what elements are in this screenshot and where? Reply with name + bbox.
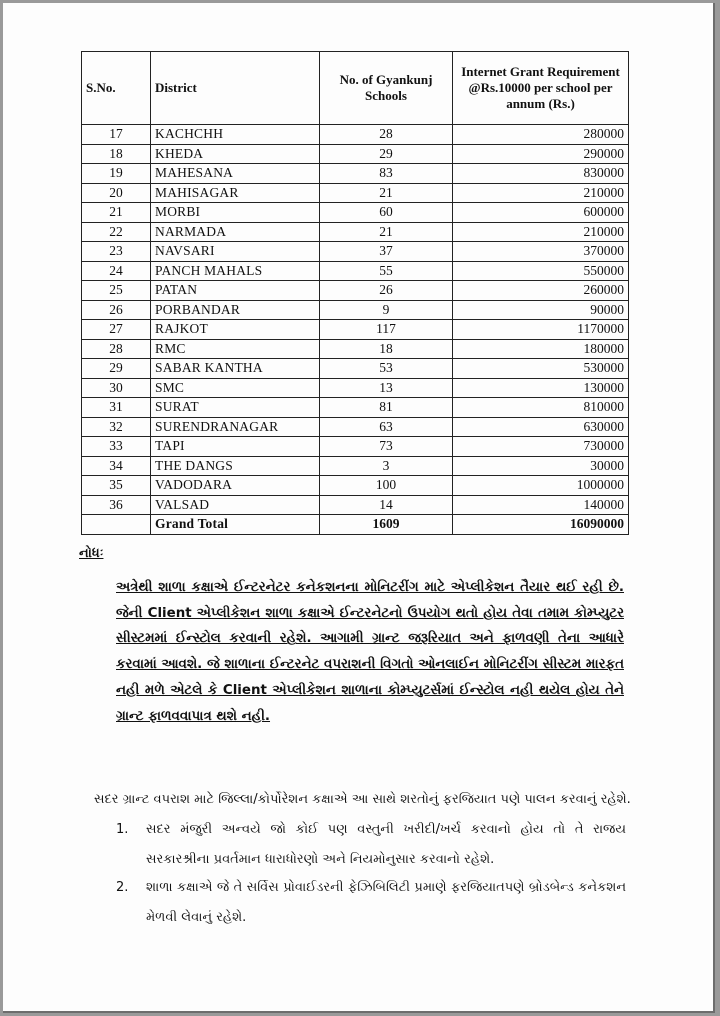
row-district: KHEDA: [151, 144, 320, 164]
row-sno: 26: [82, 300, 151, 320]
row-amount: 810000: [453, 398, 629, 418]
total-schools: 1609: [320, 515, 453, 535]
row-district: MORBI: [151, 203, 320, 223]
table-row: [82, 456, 629, 476]
row-sno: 22: [82, 222, 151, 242]
row-amount: 90000: [453, 300, 629, 320]
row-district: TAPI: [151, 437, 320, 457]
table-row: [82, 281, 629, 301]
row-schools: 14: [320, 495, 453, 515]
row-district: VADODARA: [151, 476, 320, 496]
row-amount: 260000: [453, 281, 629, 301]
row-sno: 23: [82, 242, 151, 262]
row-amount: 210000: [453, 222, 629, 242]
row-schools: 83: [320, 164, 453, 184]
row-district: PATAN: [151, 281, 320, 301]
table-row: [82, 242, 629, 262]
row-sno: 18: [82, 144, 151, 164]
row-schools: 3: [320, 456, 453, 476]
table-row: [82, 300, 629, 320]
row-sno: 21: [82, 203, 151, 223]
row-district: SABAR KANTHA: [151, 359, 320, 379]
table-row: [82, 125, 629, 145]
row-sno: 29: [82, 359, 151, 379]
row-amount: 210000: [453, 183, 629, 203]
row-sno: 31: [82, 398, 151, 418]
row-sno: 24: [82, 261, 151, 281]
list-item-number: 2.: [116, 880, 129, 895]
row-district: MAHESANA: [151, 164, 320, 184]
list-item: [116, 873, 626, 933]
table-row: [82, 164, 629, 184]
list-item-number: 1.: [116, 822, 129, 837]
row-schools: 18: [320, 339, 453, 359]
table-row: [82, 261, 629, 281]
row-schools: 28: [320, 125, 453, 145]
table-row: [82, 320, 629, 340]
row-amount: 830000: [453, 164, 629, 184]
row-district: THE DANGS: [151, 456, 320, 476]
row-amount: 140000: [453, 495, 629, 515]
row-district: RMC: [151, 339, 320, 359]
table-row: [82, 417, 629, 437]
table-row: [82, 203, 629, 223]
row-sno: 25: [82, 281, 151, 301]
table-row: [82, 476, 629, 496]
row-schools: 55: [320, 261, 453, 281]
grand-total-row: [82, 515, 629, 535]
row-district: MAHISAGAR: [151, 183, 320, 203]
row-amount: 130000: [453, 378, 629, 398]
total-sno-cell: [82, 515, 151, 535]
table-row: [82, 222, 629, 242]
row-district: SURENDRANAGAR: [151, 417, 320, 437]
row-sno: 32: [82, 417, 151, 437]
table-row: [82, 398, 629, 418]
row-district: PORBANDAR: [151, 300, 320, 320]
row-schools: 60: [320, 203, 453, 223]
row-schools: 117: [320, 320, 453, 340]
row-sno: 19: [82, 164, 151, 184]
table-header-row: [82, 52, 629, 125]
header-grant: Internet Grant Requirement @Rs.10000 per school per annum (Rs.): [453, 52, 629, 125]
row-district: SMC: [151, 378, 320, 398]
row-schools: 29: [320, 144, 453, 164]
row-amount: 600000: [453, 203, 629, 223]
header-sno: S.No.: [82, 52, 151, 125]
row-schools: 9: [320, 300, 453, 320]
row-district: RAJKOT: [151, 320, 320, 340]
row-sno: 20: [82, 183, 151, 203]
row-amount: 290000: [453, 144, 629, 164]
table-row: [82, 437, 629, 457]
row-sno: 35: [82, 476, 151, 496]
row-district: NARMADA: [151, 222, 320, 242]
row-amount: 280000: [453, 125, 629, 145]
row-district: SURAT: [151, 398, 320, 418]
row-sno: 33: [82, 437, 151, 457]
row-schools: 73: [320, 437, 453, 457]
header-schools: No. of Gyankunj Schools: [320, 52, 453, 125]
row-sno: 34: [82, 456, 151, 476]
note-heading: નોધઃ: [79, 546, 104, 561]
row-sno: 28: [82, 339, 151, 359]
row-sno: 30: [82, 378, 151, 398]
list-item-text: સદર મંજુરી અન્વયે જો કોઈ પણ વસ્તુની ખરીદી/ખર્ચ કરવાનો હોય તો તે રાજય સરકારશ્રીના પ્રવર્તમાન ધારાધોરણો અને નિયમોનુસાર કરવાનો રહેશે.: [146, 822, 626, 867]
total-amount: 16090000: [453, 515, 629, 535]
row-sno: 36: [82, 495, 151, 515]
table-row: [82, 359, 629, 379]
list-item: [116, 815, 626, 875]
header-district: District: [151, 52, 320, 125]
table-row: [82, 144, 629, 164]
row-district: NAVSARI: [151, 242, 320, 262]
list-item-text: શાળા કક્ષાએ જે તે સર્વિસ પ્રોવાઈડરની ફેઝિબિલિટી પ્રમાણે ફરજિયાતપણે બ્રોડબેન્ડ કનેકશન મેળવી લેવાનું રહેશે.: [146, 880, 626, 925]
row-schools: 81: [320, 398, 453, 418]
row-amount: 1000000: [453, 476, 629, 496]
row-amount: 630000: [453, 417, 629, 437]
row-amount: 1170000: [453, 320, 629, 340]
grant-table: [81, 51, 629, 535]
row-schools: 53: [320, 359, 453, 379]
table-row: [82, 183, 629, 203]
row-amount: 550000: [453, 261, 629, 281]
row-amount: 370000: [453, 242, 629, 262]
row-district: KACHCHH: [151, 125, 320, 145]
row-district: VALSAD: [151, 495, 320, 515]
row-schools: 63: [320, 417, 453, 437]
conditions-paragraph: સદર ગ્રાન્ટ વપરાશ માટે જિલ્લા/કોર્પોરેશન કક્ષાએ આ સાથે શરતોનું ફરજિયાત પણે પાલન કરવાનું રહેશે.: [94, 792, 631, 807]
document-page: [3, 3, 715, 1013]
row-sno: 27: [82, 320, 151, 340]
row-amount: 530000: [453, 359, 629, 379]
row-schools: 26: [320, 281, 453, 301]
row-schools: 100: [320, 476, 453, 496]
row-schools: 21: [320, 222, 453, 242]
table-body: [82, 125, 629, 515]
row-schools: 21: [320, 183, 453, 203]
total-label: Grand Total: [151, 515, 320, 535]
table-row: [82, 378, 629, 398]
row-amount: 30000: [453, 456, 629, 476]
row-amount: 180000: [453, 339, 629, 359]
row-amount: 730000: [453, 437, 629, 457]
note-body: અત્રેથી શાળા કક્ષાએ ઈન્ટરનેટર કનેકશનના મોનિટરીંગ માટે એપ્લીકેશન તૈયાર થઈ રહી છે. જેની Client એપ્લીકેશન શાળા કક્ષાએ ઈન્ટરનેટનો ઉપયોગ થતો હોય તેવા તમામ કોમ્પ્યુટર સીસ્ટમમાં ઈન્સ્ટોલ કરવાની રહેશે. આગામી ગ્રાન્ટ જરૂરિયાત અને ફાળવણી તેના આધારે કરવામાં આવશે. જે શાળાના ઈન્ટરનેટ વપરાશની વિગતો ઓનલાઈન મોનિટરીંગ સીસ્ટમ મારફત નહી મળે એટલે કે Client એપ્લીકેશન શાળાના કોમ્પ્યુટર્સમાં ઈન્સ્ટોલ નહી થયેલ હોય તેને ગ્રાન્ટ ફાળવવાપાત્ર થશે નહી.: [116, 580, 624, 724]
table-row: [82, 339, 629, 359]
row-district: PANCH MAHALS: [151, 261, 320, 281]
row-sno: 17: [82, 125, 151, 145]
row-schools: 37: [320, 242, 453, 262]
row-schools: 13: [320, 378, 453, 398]
table-row: [82, 495, 629, 515]
